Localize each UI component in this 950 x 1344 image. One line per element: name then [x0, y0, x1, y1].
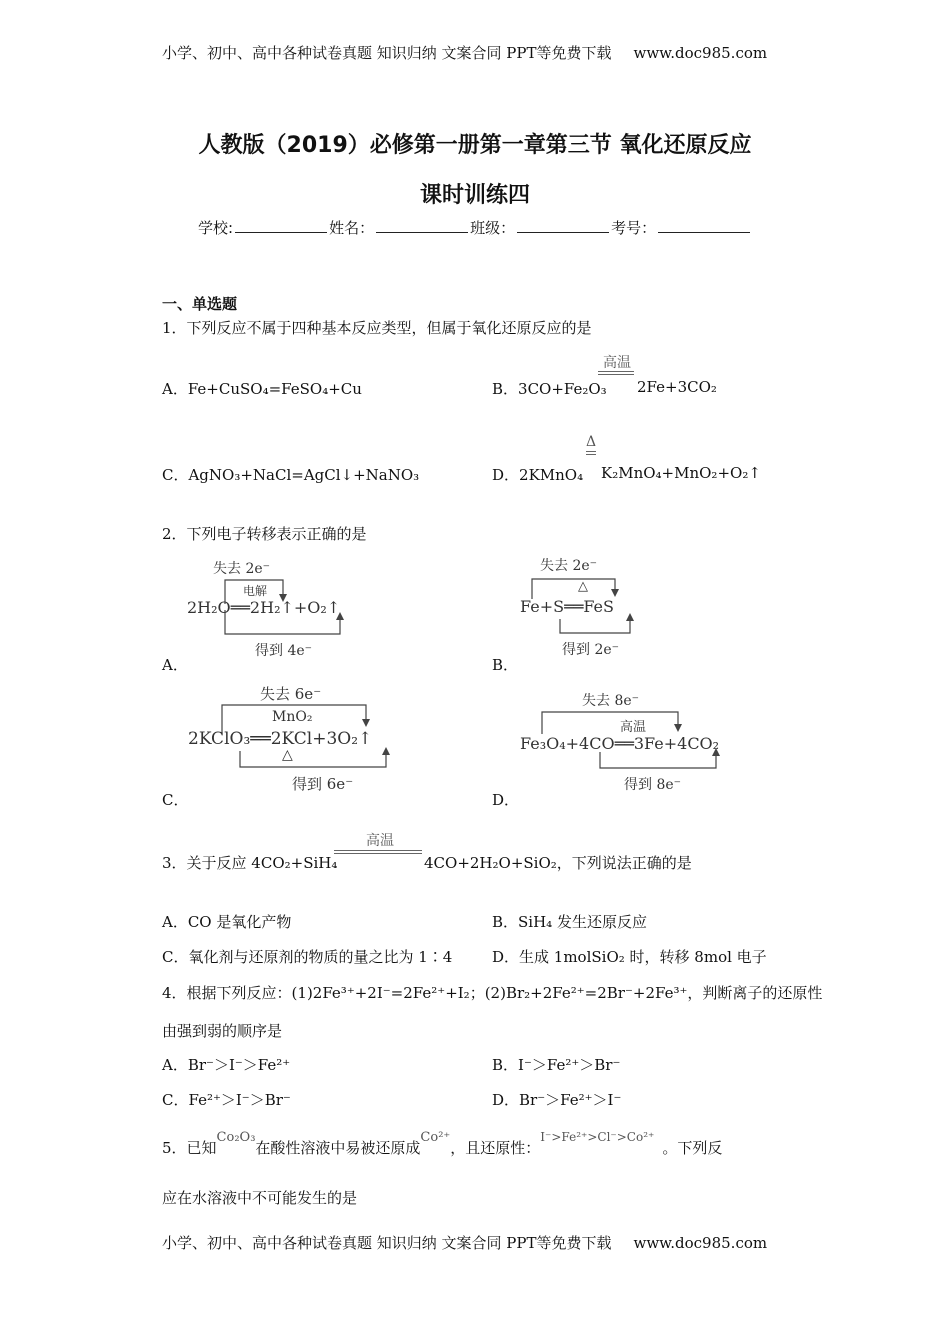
q2-c-cond2: △ — [282, 747, 293, 763]
q3-option-d[interactable]: D．生成 1molSiO₂ 时，转移 8mol 电子 — [492, 948, 767, 966]
q3-condition: 高温 — [366, 833, 394, 849]
q5-part3: ，且还原性： — [450, 1139, 541, 1157]
q4-option-a[interactable]: A．Br⁻＞I⁻＞Fe²⁺ — [162, 1056, 291, 1074]
class-blank[interactable] — [517, 218, 609, 233]
name-blank[interactable] — [376, 218, 468, 233]
footer-text: 小学、初中、高中各种试卷真题 知识归纳 文案合同 PPT等免费下载 — [162, 1234, 612, 1252]
q2-a-cond: 电解 — [243, 584, 268, 598]
school-label: 学校: — [198, 219, 234, 237]
q5-formula-reducibility: I⁻>Fe²⁺>Cl⁻>Co²⁺ — [540, 1130, 655, 1144]
q2-d-equation: Fe₃O₄+4CO══3Fe+4CO₂ — [520, 734, 720, 753]
q5-stem — [162, 1130, 723, 1158]
header-text: 小学、初中、高中各种试卷真题 知识归纳 文案合同 PPT等免费下载 — [162, 44, 612, 62]
q1-b-equals — [598, 371, 634, 375]
school-blank[interactable] — [235, 218, 327, 233]
q1-stem: 1．下列反应不属于四种基本反应类型，但属于氧化还原反应的是 — [162, 319, 592, 337]
name-label: 姓名： — [329, 219, 375, 237]
exam-no-label: 考号： — [611, 219, 657, 237]
q1-option-d-product: K₂MnO₄+MnO₂+O₂↑ — [601, 464, 761, 482]
q2-b-equation: Fe+S══FeS — [520, 597, 614, 616]
q2-diagram-c — [188, 685, 458, 795]
q3-stem-right: 4CO+2H₂O+SiO₂，下列说法正确的是 — [424, 854, 692, 872]
page-footer — [162, 1232, 767, 1253]
header-site[interactable]: www.doc985.com — [633, 44, 768, 62]
q1-option-a[interactable]: A．Fe+CuSO₄=FeSO₄+Cu — [162, 380, 362, 398]
q4-stem-2: 由强到弱的顺序是 — [162, 1022, 283, 1040]
q4-option-c[interactable]: C．Fe²⁺＞I⁻＞Br⁻ — [162, 1091, 291, 1109]
q2-c-cond: MnO₂ — [272, 709, 313, 725]
q2-option-d[interactable]: D． — [492, 791, 520, 809]
q2-option-a[interactable]: A． — [162, 656, 188, 674]
q5-part4: 。下列反 — [662, 1139, 723, 1157]
q2-diagram-a — [185, 560, 385, 660]
q2-diagram-d — [520, 690, 780, 795]
section-single-choice: 一、单选题 — [162, 295, 238, 313]
q1-option-c[interactable]: C．AgNO₃+NaCl=AgCl↓+NaNO₃ — [162, 466, 420, 484]
q2-c-equation: 2KClO₃══2KCl+3O₂↑ — [188, 729, 373, 749]
q3-equals — [334, 850, 422, 854]
q5-formula-co2o3: Co₂O₃ — [216, 1130, 256, 1145]
q2-b-gain: 得到 2e⁻ — [562, 642, 620, 658]
q2-d-lose: 失去 8e⁻ — [582, 693, 640, 709]
q2-b-cond: △ — [578, 579, 588, 594]
q4-stem: 4．根据下列反应：(1)2Fe³⁺+2I⁻=2Fe²⁺+I₂；(2)Br₂+2Fe²⁺=2Br⁻+2Fe³⁺，判断离子的还原性 — [162, 984, 823, 1002]
q3-option-c[interactable]: C．氧化剂与还原剂的物质的量之比为 1∶4 — [162, 948, 453, 966]
q2-a-equation: 2H₂O══2H₂↑+O₂↑ — [187, 598, 341, 617]
q5-stem-2: 应在水溶液中不可能发生的是 — [162, 1189, 358, 1207]
class-label: 班级： — [470, 219, 516, 237]
q5-part1: 5．已知 — [162, 1139, 217, 1157]
q1-option-d[interactable]: D．2KMnO₄ — [492, 466, 584, 484]
q1-d-condition: Δ — [585, 434, 597, 450]
q2-diagram-b — [520, 555, 660, 660]
student-info — [198, 217, 752, 238]
q5-formula-co2plus: Co²⁺ — [420, 1130, 451, 1145]
page-subtitle: 课时训练四 — [419, 183, 530, 208]
q1-d-equals — [586, 451, 596, 455]
page-title: 人教版（2019）必修第一册第一章第三节 氧化还原反应 — [198, 133, 752, 158]
q3-option-a[interactable]: A．CO 是氧化产物 — [162, 913, 292, 931]
q2-a-gain: 得到 4e⁻ — [255, 643, 313, 659]
q1-option-b-product: 2Fe+3CO₂ — [637, 378, 717, 396]
q2-d-gain: 得到 8e⁻ — [624, 777, 682, 793]
q5-part2: 在酸性溶液中易被还原成 — [255, 1139, 421, 1157]
q4-option-b[interactable]: B．I⁻＞Fe²⁺＞Br⁻ — [492, 1056, 621, 1074]
q2-option-c[interactable]: C． — [162, 791, 189, 809]
q2-option-b[interactable]: B． — [492, 656, 519, 674]
exam-no-blank[interactable] — [658, 218, 750, 233]
q3-stem: 3．关于反应 4CO₂+SiH₄ — [162, 854, 338, 872]
q2-a-lose: 失去 2e⁻ — [213, 561, 271, 577]
q1-b-condition: 高温 — [603, 355, 631, 371]
q3-option-b[interactable]: B．SiH₄ 发生还原反应 — [492, 913, 647, 931]
q4-option-d[interactable]: D．Br⁻＞Fe²⁺＞I⁻ — [492, 1091, 622, 1109]
q1-option-b[interactable]: B．3CO+Fe₂O₃ — [492, 380, 607, 398]
q2-b-lose: 失去 2e⁻ — [540, 558, 598, 574]
q2-c-gain: 得到 6e⁻ — [292, 775, 354, 793]
q2-d-cond: 高温 — [620, 720, 647, 735]
footer-site[interactable]: www.doc985.com — [633, 1234, 768, 1252]
page-header — [162, 42, 767, 63]
q2-stem: 2．下列电子转移表示正确的是 — [162, 525, 367, 543]
q2-c-lose: 失去 6e⁻ — [260, 685, 322, 703]
